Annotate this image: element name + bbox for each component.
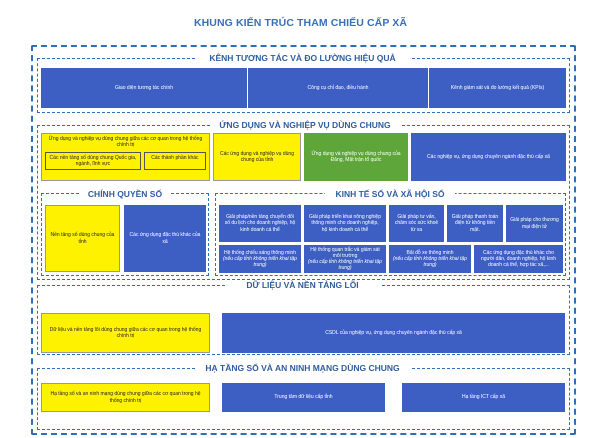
ungdung-box1-a: Các nền tảng số dùng chung Quốc gia, ngành, lĩnh vực [45, 152, 141, 171]
kinhte-row2-main: Bãi đỗ xe thông minh [406, 249, 454, 256]
kinhte-row2-main: Hệ thống chiếu sáng thông minh [224, 249, 296, 256]
kinhte-row2-note: (nếu cấp tỉnh không triển khai tập trung) [223, 255, 297, 269]
section-kinhte-title: KINH TẾ SỐ VÀ XÃ HỘI SỐ [325, 189, 455, 199]
kinhte-row1-item: Giải pháp thanh toán điện tử không tiền mặt. [447, 205, 503, 242]
ungdung-box1-inner [45, 152, 206, 171]
kenh-item: Kênh giám sát và đo lường kết quả (KPIs) [429, 68, 566, 108]
hatang-b: Trung tâm dữ liệu cấp tỉnh [222, 383, 385, 412]
ungdung-box1-b: Các thành phần khác [144, 152, 206, 171]
chinhquyen-a: Nền tảng số dùng chung của tỉnh [45, 205, 120, 272]
section-dulieu-title: DỮ LIỆU VÀ NỀN TẢNG LÕI [225, 280, 380, 290]
section-ungdung-title: ỨNG DỤNG VÀ NGHIỆP VỤ DÙNG CHUNG [210, 120, 400, 130]
ungdung-box1-top: Ứng dụng và nghiệp vụ dùng chung giữa các cơ quan trong hệ thống chính trị [48, 136, 203, 149]
page-title: KHUNG KIẾN TRÚC THAM CHIẾU CẤP XÃ [193, 17, 408, 29]
ungdung-box3: Ứng dụng và nghiệp vụ dùng chung của Đảng, Mặt trận tổ quốc [304, 133, 408, 181]
section-kenh-title: KÊNH TƯƠNG TÁC VÀ ĐO LƯỜNG HIỆU QUẢ [195, 53, 410, 63]
kinhte-row1-item: Giải pháp/nền tảng chuyển đổi số du lịch cho doanh nghiệp, hộ kinh doanh cá thể [219, 205, 301, 242]
kinhte-row1-item: Giải pháp cho thương mại điện tử [506, 205, 563, 242]
kenh-bar [41, 68, 566, 108]
hatang-a: Hạ tầng số và an ninh mạng dùng chung giữa các cơ quan trong hệ thống chính trị [41, 383, 210, 412]
hatang-c: Hạ tầng ICT cấp xã [402, 383, 565, 412]
kinhte-row1-item: Giải pháp triển khai nông nghiệp thông minh cho doanh nghiệp, hộ kinh doanh cá thể [304, 205, 386, 242]
dulieu-a: Dữ liệu và nền tảng lõi dùng chung giữa các cơ quan trong hệ thống chính trị [41, 313, 210, 353]
section-hatang-title: HẠ TẦNG SỐ VÀ AN NINH MẠNG DÙNG CHUNG [195, 363, 410, 373]
dulieu-b: CSDL của nghiệp vụ, ứng dụng chuyên ngành đặc thù cấp xã [222, 313, 565, 353]
kinhte-row2-note: (nếu cấp tỉnh không triển khai tập trung) [393, 255, 467, 269]
kinhte-row2-item [304, 245, 386, 273]
ungdung-box1 [41, 133, 210, 181]
kinhte-row1-item: Giải pháp tư vấn, chăm sóc sức khoẻ từ xa [389, 205, 444, 242]
kinhte-row2-item [389, 245, 471, 273]
kinhte-row2-main: Hệ thống quan trắc và giám sát môi trường [310, 246, 380, 259]
kenh-item: Công cụ chỉ đạo, điều hành [248, 68, 429, 108]
ungdung-box4: Các nghiệp vụ, ứng dụng chuyên ngành đặc thù cấp xã [411, 133, 566, 181]
kinhte-row2-item [219, 245, 301, 273]
kinhte-row2-note: (nếu cấp tỉnh không triển khai tập trung) [308, 259, 382, 272]
ungdung-box2: Các ứng dụng và nghiệp vụ dùng chung của tỉnh [213, 133, 301, 181]
section-chinhquyen-title: CHÍNH QUYỀN SỐ [80, 189, 170, 199]
kinhte-row2-item: Các ứng dụng đặc thù khác cho người dân, doanh nghiệp, hộ kinh doanh cá thể, hợp tác xã,... [474, 245, 563, 273]
chinhquyen-b: Các ứng dụng đặc thù khác của xã [124, 205, 206, 272]
kenh-item: Giao diện tương tác chính [41, 68, 248, 108]
